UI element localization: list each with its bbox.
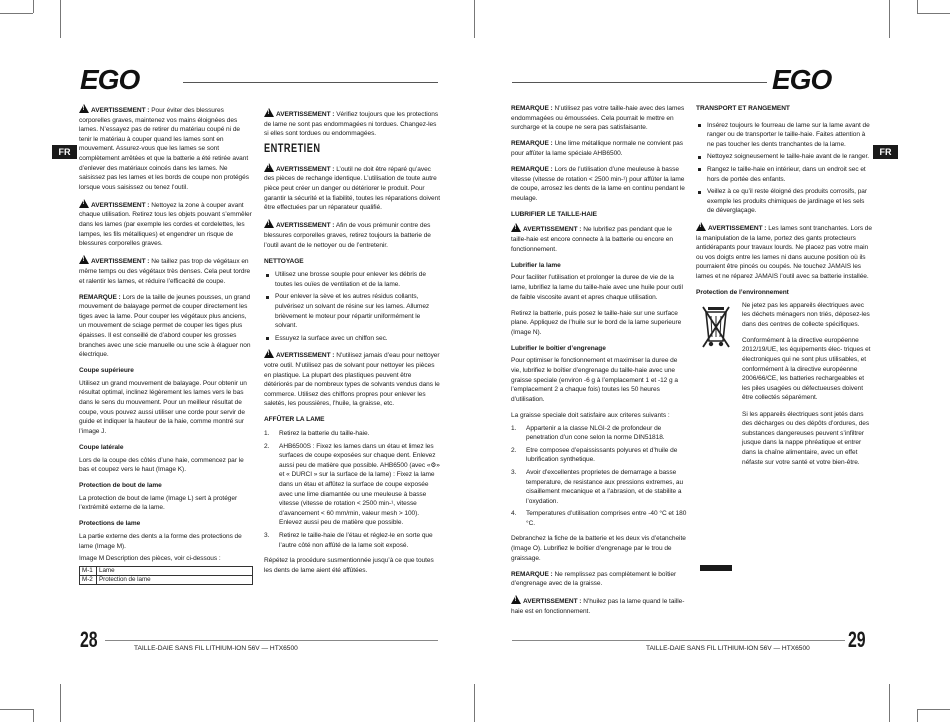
crop-mark xyxy=(0,709,33,710)
heading: TRANSPORT ET RANGEMENT xyxy=(696,105,790,112)
bullet-list xyxy=(696,121,872,216)
crop-mark xyxy=(474,684,475,722)
table-row: M-1 Lame xyxy=(80,566,253,575)
list-item: Utilisez une brosse souple pour enlever les débris de toutes les ouïes de ventilation et de la lame. xyxy=(264,270,440,289)
heading: AFFÛTER LA LAME xyxy=(264,416,325,424)
header-rule xyxy=(183,82,438,83)
crop-mark xyxy=(60,684,61,722)
list-item: 3. Avoir d’excellentes proprietes de demarrage a basse temperature, de resistance aux pressions extremes, au cisaillement mecanique et a l’abrasion, et de stabilite a l’oxydation. xyxy=(511,468,684,505)
crop-mark xyxy=(60,0,61,38)
numbered-list xyxy=(264,429,440,550)
section-title: ENTRETIEN xyxy=(264,143,321,156)
left-page-column-2: !AVERTISSEMENT : Vérifiez toujours que les protections de lame ne sont pas endommagées ni tordues. Changez-les si elles sont tordues ou endommagées. ENTRETIEN !AVERTISSEMENT : L’outil ne doit être réparé qu’avec des pièces de rechange identique. L’utilisation de toute autre pièce peut créer un danger ou détériorer le produit. Pour garantir la sécurité et la fiabilité, toutes les réparations doivent être effectuées par un réparateur qualifié. !AVERTISSEMENT : Afin de vous prémunir contre des blessures corporelles graves, retirez toujours la batterie de l’outil avant de le nettoyer ou de l’entretenir. NETTOYAGE Utilisez une brosse souple pour enlever les débris de toutes les ouïes de ventilation et de la lame. Pour enlever la sève et les autres résidus collants, pulvérisez un solvant de résine sur les lames. Allumez brièvement le moteur pour répartir uniformément le solvant. Essuyez la surface avec un chiffon sec. !AVERTISSEMENT : N’utilisez jamais d’eau pour nettoyer votre outil. N’utilisez pas de solvant pour nettoyer les pièces en plastique. La plupart des plastiques peuvent être détériorés par de nombreux types de solvants vendus dans le commerce. Utilisez des chiffons propres pour enlever les saletés, les poussières, l’huile, la graisse, etc. AFFÛTER LA LAME 1. Retirez la batterie du taille-haie. 2. AHB6500S : Fixez les lames dans un étau et limez les surfaces de coupe exposées sur chaque dent. Enlevez aussi peu de matière que possible. AHB6500 (avec «⚙» et « DURCI » sur la surface de la lame) : Fixez la lame dans un étau et affûtez la surface de coupe exposée avec une lime diamantée ou une meuleuse à basse vitesse (vitesse de rotation < 2500 min-¹, vitesse d’avancement < 60 mm/min, valeur mesh > 100). Enlevez aussi peu de matière que possible. 3. Retirez le taille-haie de l’étau et réglez-le en sorte que l’autre côté non affûté de la lame soit exposé. Répétez la procédure susmentionnée jusqu’à ce que toutes les dents de lame aient été affûtées. xyxy=(264,108,440,582)
warning-icon xyxy=(264,108,274,117)
parts-table xyxy=(79,566,253,585)
list-item: 2. Etre composee d’epaississants polyures et d’huile de lubrification synthetique. xyxy=(511,446,678,464)
footer-text: TAILLE-DAIE SANS FIL LITHIUM-ION 56V — HTX6500 xyxy=(646,645,810,652)
heading: LUBRIFIER LE TAILLE-HAIE xyxy=(511,210,597,218)
crop-mark xyxy=(917,0,918,13)
list-item: 1. Appartenir a la classe NLGI-2 de profondeur de penetration d’un cone selon la norme DIN51818. xyxy=(511,424,665,442)
crop-mark xyxy=(33,709,34,722)
environment-block: Ne jetez pas les appareils électriques avec les déchets ménagers non triés, déposez-les dans des centres de collecte spécifiques. Conformément à la directive européenne 2012/19/UE, les équipements élec- triques et électroniques qui ne sont plus utilisables, et conformément à la directive européenne 2006/66/CE, les batteries rechargeables et les piles usagées ou défectueuses doivent être collectés séparément. Si les appareils électriques sont jetés dans des décharges ou des dépôts d’ordures, des substances dangereuses peuvent s’infiltrer jusque dans la nappe phréatique et entrer dans la chaîne alimentaire, avec un effet néfaste sur votre santé et votre bien-être. xyxy=(696,301,872,468)
brand-logo: EGO xyxy=(772,64,832,95)
right-page-column-1: REMARQUE : N’utilisez pas votre taille-haie avec des lames endommagées ou émoussées. Cela pourrait le mettre en surcharge et la coupe ne sera pas satisfaisante. REMARQUE : Une lime métallique normale ne convient pas pour affûter la lame spéciale AHB6500. REMARQUE : Lors de l’utilisation d’une meuleuse à basse vitesse (vitesse de rotation < 2500 min-¹) pour affûter la lame de coupe, arrosez les dents de la lame en continu pendant le meulage. LUBRIFIER LE TAILLE-HAIE !AVERTISSEMENT : Ne lubrifiez pas pendant que le taille-haie est encore connecte à la batterie ou encore en fonctionnement. Lubrifier la lame Pour faciliter l’utilisation et prolonger la duree de vie de la lame, lubrifiez la lame du taille-haie avec une huile pour outil de faible viscosite avant et apres chaque utilisation. Retirez la batterie, puis posez le taille-haie sur une surface plane. Appliquez de l’huile sur le bord de la lame superieure (Image N). Lubrifier le boîtier d’engrenage Pour optimiser le fonctionnement et maximiser la duree de vie, lubrifiez le boîtier d’engrenage du taille-haie avec une graisse speciale (environ -6 g à l’emplacement 1 et -12 g a l’emplacement 2 a chaque fois) toutes les 50 heures d’utilisation. La graisse speciale doit satisfaire aux criteres suivants : 1. Appartenir a la classe NLGI-2 de profondeur de penetration d’un cone selon la norme DIN51818. 2. Etre composee d’epaississants polyures et d’huile de lubrification synthetique. 3. Avoir d’excellentes proprietes de demarrage a basse temperature, de resistance aux pressions extremes, au cisaillement mecanique et a l’abrasion, et de stabilite a l’oxydation. 4. Temperatures d’utilisation comprises entre -40 °C et 180 °C. Debranchez la fiche de la batterie et les deux vis d’etancheite (Image O). Lubrifiez le boîtier d’engrenage par le trou de graissage. REMARQUE : Ne remplissez pas complètement le boîtier d’engrenage avec de la graisse. !AVERTISSEMENT : N’huilez pas la lame quand le taille-haie est en fonctionnement. xyxy=(511,104,687,623)
right-page-column-2: TRANSPORT ET RANGEMENT Insérez toujours le fourreau de lame sur la lame avant de ranger ou de transporter le taille-haie. Faites attention à ne pas toucher les dents tranchantes de la lame. Nettoyez soigneusement le taille-haie avant de le ranger. Rangez le taille-haie en intérieur, dans un endroit sec et hors de portée des enfants. Veillez à ce qu’il reste éloigné des produits corrosifs, par exemple les produits chimiques de jardinage et les sels de déverglaçage. !AVERTISSEMENT : Les lames sont tranchantes. Lors de la manipulation de la lame, portez des gants protecteurs antidérapants pour travaux lourds. Ne placez pas votre main ou vos doigts entre les lames ni dans aucune position où ils pourraient être pincés ou coupés. Ne touchez JAMAIS les lames et ne réparez JAMAIS l’outil avec sa batterie installée. Protection de l’environnement Ne jetez pas les appareils électriques avec les déchets ménagers non triés, déposez-les dans des centres de collecte spécifiques. Conformément à la directive européenne 2012/19/UE, les équipements élec- triques et électroniques qui ne sont plus utilisables, et conformément à la directive européenne 2006/66/CE, les batteries rechargeables et les piles usagées ou défectueuses doivent être collectés séparément. Si les appareils électriques sont jetés dans des décharges ou des dépôts d’ordures, des substances dangereuses peuvent s’infiltrer jusque dans la nappe phréatique et entrer dans la chaîne alimentaire, avec un effet néfaste sur votre santé et votre bien-être. xyxy=(696,104,872,474)
heading: Protection de bout de lame xyxy=(79,482,162,490)
list-item: Essuyez la surface avec un chiffon sec. xyxy=(264,334,440,344)
page-number: 28 xyxy=(80,627,98,652)
heading: Coupe latérale xyxy=(79,443,124,451)
table-row: M-2 Protection de lame xyxy=(80,575,253,584)
warning-icon xyxy=(264,163,274,172)
warning-icon xyxy=(696,222,706,231)
warning-icon xyxy=(264,349,274,358)
footer-rule xyxy=(105,640,438,641)
footer-rule xyxy=(512,640,845,641)
crop-mark xyxy=(917,13,950,14)
warning-icon xyxy=(264,219,274,228)
list-item: Veillez à ce qu’il reste éloigné des produits corrosifs, par exemple les produits chimiques de jardinage et les sels de déverglaçage. xyxy=(696,187,872,216)
heading: Lubrifier la lame xyxy=(511,261,561,269)
crop-mark xyxy=(0,13,33,14)
weee-bin-icon xyxy=(700,303,732,355)
list-item: 4. Temperatures d’utilisation comprises entre -40 °C et 180 °C. xyxy=(511,510,687,527)
left-page-column-1: !AVERTISSEMENT : Pour éviter des blessures corporelles graves, maintenez vos mains éloignées des lames. N’essayez pas de retirer du matériau coupé ni de tenir le matériau à couper quand les lames sont en mouvement. Assurez-vous que les lames se sont complètement arrêtées et que la batterie a été retirée avant d’enlever des matériaux coincés dans les lames. Ne saisissez pas les lames et les bords de coupe non protégés lorsque vous saisissez ou tenez l’outil. !AVERTISSEMENT : Nettoyez la zone à couper avant chaque utilisation. Retirez tous les objets pouvant s’emmêler dans les lames (par exemple les cordes et cordelettes, les lampes, les fils métalliques) et engendrer un risque de blessures corporelles graves. !AVERTISSEMENT : Ne taillez pas trop de végétaux en même temps ou des végétaux très denses. Cela peut tordre et ralentir les lames, et réduire l’efficacité de coupe. REMARQUE : Lors de la taille de jeunes pousses, un grand mouvement de balayage permet de couper directement les tiges avec la lame. Pour couper les végétaux plus anciens, un mouvement de sciage permet de couper les tiges plus épaisses. Il est conseillé de d’abord couper les grosses branches avec une scie manuelle ou une scie à élaguer non électrique. Coupe supérieure Utilisez un grand mouvement de balayage. Pour obtenir un résultat optimal, inclinez légèrement les lames vers le bas dans le sens du mouvement. Pour un meilleur résultat de coupe, vous pouvez aussi utiliser une corde pour servir de guide et indiquer la hauteur de la haie, comme montré sur l’image J. Coupe latérale Lors de la coupe des côtés d’une haie, commencez par le bas et coupez vers le haut (Image K). Protection de bout de lame La protection de bout de lame (Image L) sert à protéger l’extrémité externe de la lame. Protections de lame La partie externe des dents a la forme des protections de lame (Image M). Image M Description des pièces, voir ci-dessous : M-1 Lame M-2 Protection de lame xyxy=(79,104,253,585)
warning-icon xyxy=(511,223,521,232)
brand-logo: EGO xyxy=(80,64,140,95)
heading: Lubrifier le boîtier d’engrenage xyxy=(511,344,606,352)
warning-icon xyxy=(79,199,89,208)
warning-icon xyxy=(79,104,89,113)
page-number: 29 xyxy=(848,627,866,652)
heading: Protection de l’environnement xyxy=(696,289,789,296)
list-item: 2. AHB6500S : Fixez les lames dans un étau et limez les surfaces de coupe exposées sur chaque dent. Enlevez aussi peu de matière que possible. AHB6500 (avec «⚙» et « DURCI » sur la surface de la lame) : Fixez la lame dans un étau et affûtez la surface de coupe exposée avec une lime diamantée ou une meuleuse à basse vitesse (vitesse de rotation < 2500 min-¹, vitesse d’avancement < 60 mm/min, valeur mesh > 100). Enlevez aussi peu de matière que possible. xyxy=(264,442,440,527)
warning-icon xyxy=(511,595,521,604)
crop-mark xyxy=(917,709,918,722)
crop-mark xyxy=(33,0,34,13)
warning-icon xyxy=(79,255,89,264)
crop-mark xyxy=(889,0,890,38)
list-item: Pour enlever la sève et les autres résidus collants, pulvérisez un solvant de résine sur les lames. Allumez brièvement le moteur pour répartir uniformément le solvant. xyxy=(264,292,440,330)
language-tab: FR xyxy=(873,145,898,159)
header-rule xyxy=(512,82,767,83)
list-item: Nettoyez soigneusement le taille-haie avant de le ranger. xyxy=(696,152,872,162)
list-item: Insérez toujours le fourreau de lame sur la lame avant de ranger ou de transporter le taille-haie. Faites attention à ne pas toucher les dents tranchantes de la lame. xyxy=(696,121,872,150)
crop-mark xyxy=(917,709,950,710)
footer-text: TAILLE-DAIE SANS FIL LITHIUM-ION 56V — HTX6500 xyxy=(134,645,298,652)
crop-mark xyxy=(474,0,475,38)
heading: NETTOYAGE xyxy=(264,257,304,265)
heading: Coupe supérieure xyxy=(79,367,134,375)
crop-mark xyxy=(889,684,890,722)
bullet-list xyxy=(264,270,440,343)
language-tab: FR xyxy=(52,145,77,159)
list-item: Rangez le taille-haie en intérieur, dans un endroit sec et hors de portée des enfants. xyxy=(696,165,872,184)
weee-bar xyxy=(700,565,732,571)
table-caption: Image M Description des pièces, voir ci-dessous : xyxy=(79,555,221,563)
numbered-list xyxy=(511,424,687,529)
list-item: 3. Retirez le taille-haie de l’étau et réglez-le en sorte que l’autre côté non affûté de la lame soit exposé. xyxy=(264,531,433,549)
heading: Protections de lame xyxy=(79,520,141,528)
list-item: 1. Retirez la batterie du taille-haie. xyxy=(264,430,370,438)
